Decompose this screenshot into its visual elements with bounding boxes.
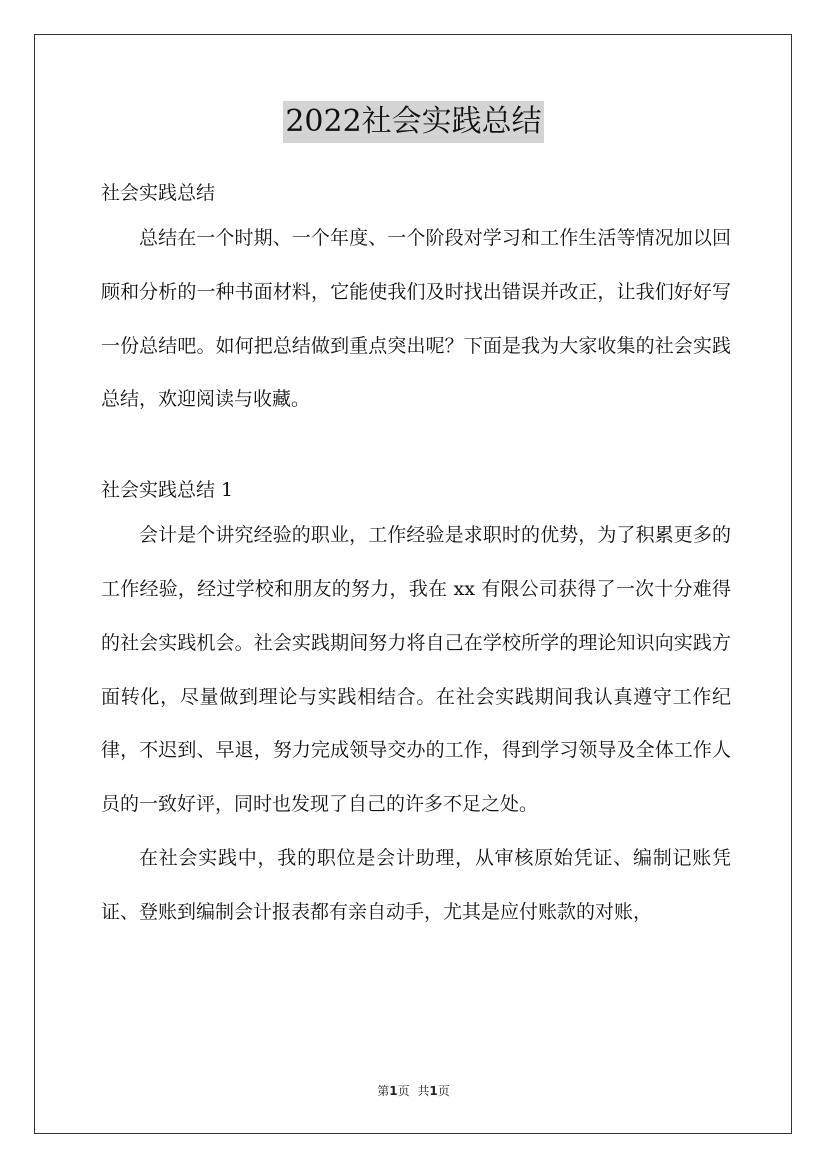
footer-page-number: 1 xyxy=(389,1084,398,1098)
section-spacer xyxy=(101,427,731,471)
section1-paragraph-2: 在社会实践中，我的职位是会计助理，从审核原始凭证、编制记账凭证、登账到编制会计报表都有亲自动手，尤其是应付账款的对账， xyxy=(101,846,731,923)
document-body xyxy=(101,174,731,940)
footer-total-pages: 1 xyxy=(429,1084,438,1098)
footer-page-prefix: 第 xyxy=(377,1084,390,1098)
footer-total-suffix: 页 xyxy=(437,1084,450,1098)
title-container xyxy=(0,101,827,143)
section1-paragraph-1: 会计是个讲究经验的职业，工作经验是求职时的优势，为了积累更多的工作经验，经过学校和朋友的努力，我在 xx 有限公司获得了一次十分难得的社会实践机会。社会实践期间努力将自己在学校所学的理论知识向实践方面转化，尽量做到理论与实践相结合。在社会实践期间我认真遵守工作纪律，不迟到、早退，努力完成领导交办的工作，得到学习领导及全体工作人员的一致好评，同时也发现了自己的许多不足之处。 xyxy=(101,524,731,816)
intro-heading: 社会实践总结 xyxy=(101,182,216,204)
page-footer xyxy=(0,1082,827,1100)
intro-paragraph: 总结在一个时期、一个年度、一个阶段对学习和工作生活等情况加以回顾和分析的一种书面材料，它能使我们及时找出错误并改正，让我们好好写一份总结吧。如何把总结做到重点突出呢？下面是我为大家收集的社会实践总结，欢迎阅读与收藏。 xyxy=(101,227,731,411)
footer-total-prefix: 共 xyxy=(417,1084,430,1098)
document-title: 2022社会实践总结 xyxy=(283,101,543,143)
footer-page-suffix: 页 xyxy=(397,1084,410,1098)
section1-heading: 社会实践总结 1 xyxy=(101,479,234,502)
